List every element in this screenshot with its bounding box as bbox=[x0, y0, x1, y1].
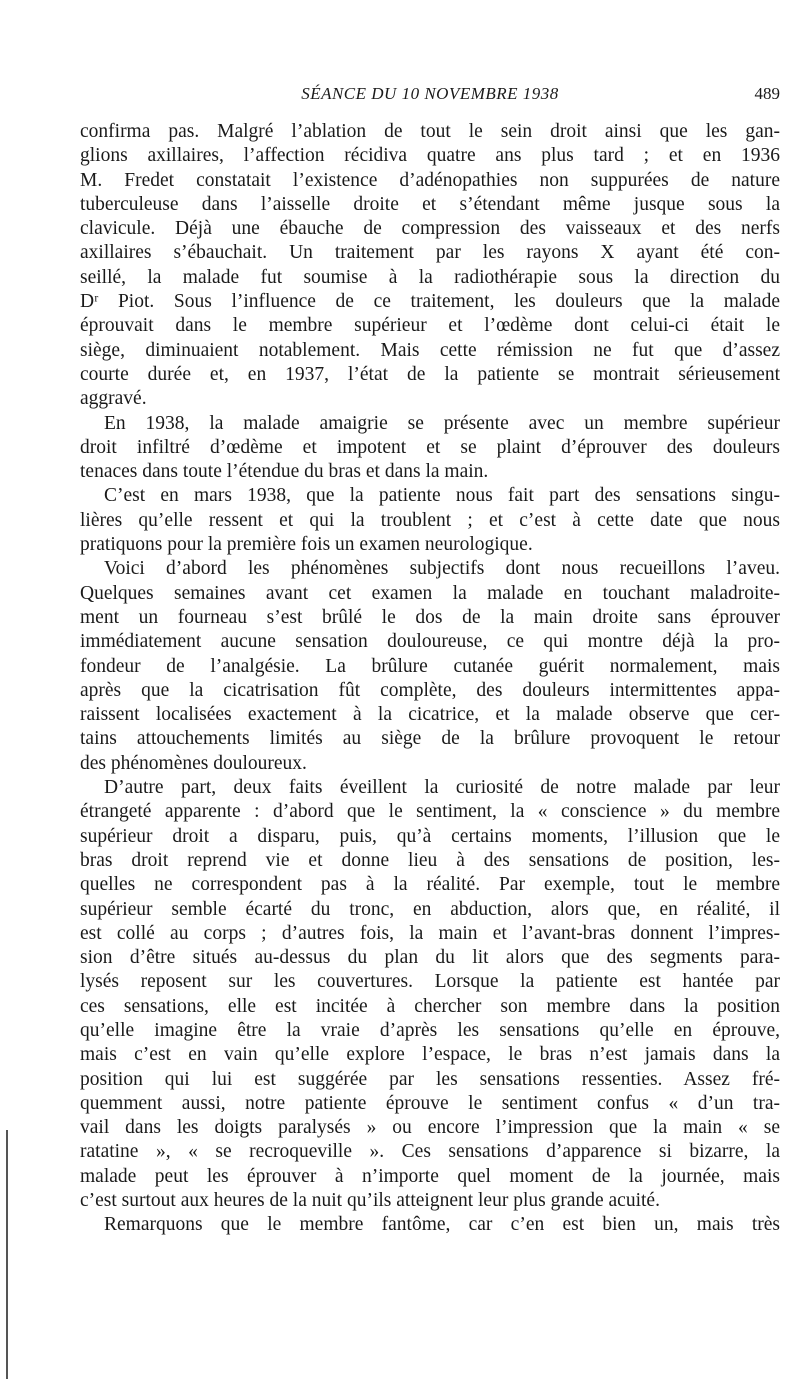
text-line: position qui lui est suggérée par les sensations ressenties. Assez fré- bbox=[80, 1068, 780, 1090]
text-line: confirma pas. Malgré l’ablation de tout le sein droit ainsi que les gan- bbox=[80, 121, 780, 142]
paragraph bbox=[80, 412, 780, 485]
text-line: lysés reposent sur les couvertures. Lorsque la patiente est hantée par bbox=[80, 971, 780, 993]
text-line: vail dans les doigts paralysés » ou encore l’impression que la main « se bbox=[80, 1117, 780, 1139]
text-line: tuberculeuse dans l’aisselle droite et s’étendant même jusque sous la bbox=[80, 193, 780, 215]
text-line: quemment aussi, notre patiente éprouve le sentiment confus « d’un tra- bbox=[80, 1092, 780, 1114]
paragraph bbox=[80, 120, 780, 412]
text-line: Dʳ Piot. Sous l’influence de ce traitement, les douleurs que la malade bbox=[80, 291, 780, 313]
text-line: fondeur de l’analgésie. La brûlure cutanée guérit normalement, mais bbox=[80, 655, 780, 677]
body-text bbox=[80, 120, 780, 1238]
text-line: D’autre part, deux faits éveillent la curiosité de notre malade par leur bbox=[104, 777, 780, 799]
text-line: ment un fourneau s’est brûlé le dos de la main droite sans éprouver bbox=[80, 606, 780, 628]
text-line: raissent localisées exactement à la cicatrice, et la malade observe que cer- bbox=[80, 704, 780, 726]
text-line: tenaces dans toute l’étendue du bras et dans la main. bbox=[80, 461, 489, 483]
text-line: siège, diminuaient notablement. Mais cette rémission ne fut que d’assez bbox=[80, 339, 780, 361]
text-line: lières qu’elle ressent et qui la troublent ; et c’est à cette date que nous bbox=[80, 509, 780, 531]
text-line: malade peut les éprouver à n’importe quel moment de la journée, mais bbox=[80, 1165, 780, 1187]
text-line: étrangeté apparente : d’abord que le sentiment, la « conscience » du membre bbox=[80, 801, 780, 823]
text-line: C’est en mars 1938, que la patiente nous fait part des sensations singu- bbox=[104, 485, 780, 507]
paragraph bbox=[80, 557, 780, 776]
text-line: supérieur semble écarté du tronc, en abduction, alors que, en réalité, il bbox=[80, 898, 780, 920]
text-line: ces sensations, elle est incitée à chercher son membre dans la position bbox=[80, 995, 780, 1017]
text-line: aggravé. bbox=[80, 388, 147, 410]
paragraph bbox=[80, 1213, 780, 1237]
text-line: seillé, la malade fut soumise à la radiothérapie sous la direction du bbox=[80, 266, 780, 288]
text-line: Quelques semaines avant cet examen la malade en touchant maladroite- bbox=[80, 582, 780, 604]
text-line: supérieur droit a disparu, puis, qu’à certains moments, l’illusion que le bbox=[80, 825, 780, 847]
text-line: Voici d’abord les phénomènes subjectifs dont nous recueillons l’aveu. bbox=[104, 558, 780, 580]
running-header bbox=[80, 84, 780, 108]
text-line: droit infiltré d’œdème et impotent et se plaint d’éprouver des douleurs bbox=[80, 436, 780, 458]
text-line: éprouvait dans le membre supérieur et l’œdème dont celui-ci était le bbox=[80, 315, 780, 337]
text-line: glions axillaires, l’affection récidiva quatre ans plus tard ; et en 1936 bbox=[80, 145, 780, 167]
paragraph bbox=[80, 776, 780, 1213]
text-line: clavicule. Déjà une ébauche de compression des vaisseaux et des nerfs bbox=[80, 218, 780, 240]
running-title: SÉANCE DU 10 NOVEMBRE 1938 bbox=[301, 84, 559, 103]
text-line: Remarquons que le membre fantôme, car c’en est bien un, mais très bbox=[104, 1214, 780, 1236]
text-line: ratatine », « se recroqueville ». Ces sensations d’apparence si bizarre, la bbox=[80, 1141, 780, 1163]
text-line: courte durée et, en 1937, l’état de la patiente se montrait sérieusement bbox=[80, 363, 780, 385]
text-line: quelles ne correspondent pas à la réalité. Par exemple, tout le membre bbox=[80, 874, 780, 896]
text-line: M. Fredet constatait l’existence d’adénopathies non suppurées de nature bbox=[80, 169, 780, 191]
text-line: sion d’être situés au-dessus du plan du lit alors que des segments para- bbox=[80, 947, 780, 969]
text-line: est collé au corps ; d’autres fois, la main et l’avant-bras donnent l’impres- bbox=[80, 922, 780, 944]
text-line: En 1938, la malade amaigrie se présente avec un membre supérieur bbox=[104, 412, 780, 434]
text-line: axillaires s’ébauchait. Un traitement par les rayons X ayant été con- bbox=[80, 242, 780, 264]
text-line: immédiatement aucune sensation douloureuse, ce qui montre déjà la pro- bbox=[80, 631, 780, 653]
text-line: qu’elle imagine être la vraie d’après les sensations qu’elle en éprouve, bbox=[80, 1019, 780, 1041]
text-line: c’est surtout aux heures de la nuit qu’ils atteignent leur plus grande acuité. bbox=[80, 1190, 660, 1212]
text-line: bras droit reprend vie et donne lieu à des sensations de position, les- bbox=[80, 849, 780, 871]
text-line: pratiquons pour la première fois un examen neurologique. bbox=[80, 534, 533, 556]
text-line: mais c’est en vain qu’elle explore l’espace, le bras n’est jamais dans la bbox=[80, 1044, 780, 1066]
scan-edge-line bbox=[6, 1130, 8, 1379]
text-line: après que la cicatrisation fût complète, des douleurs intermittentes appa- bbox=[80, 679, 780, 701]
text-line: tains attouchements limités au siège de la brûlure provoquent le retour bbox=[80, 728, 780, 750]
page-number: 489 bbox=[754, 84, 780, 103]
paragraph bbox=[80, 484, 780, 557]
text-line: des phénomènes douloureux. bbox=[80, 752, 307, 774]
